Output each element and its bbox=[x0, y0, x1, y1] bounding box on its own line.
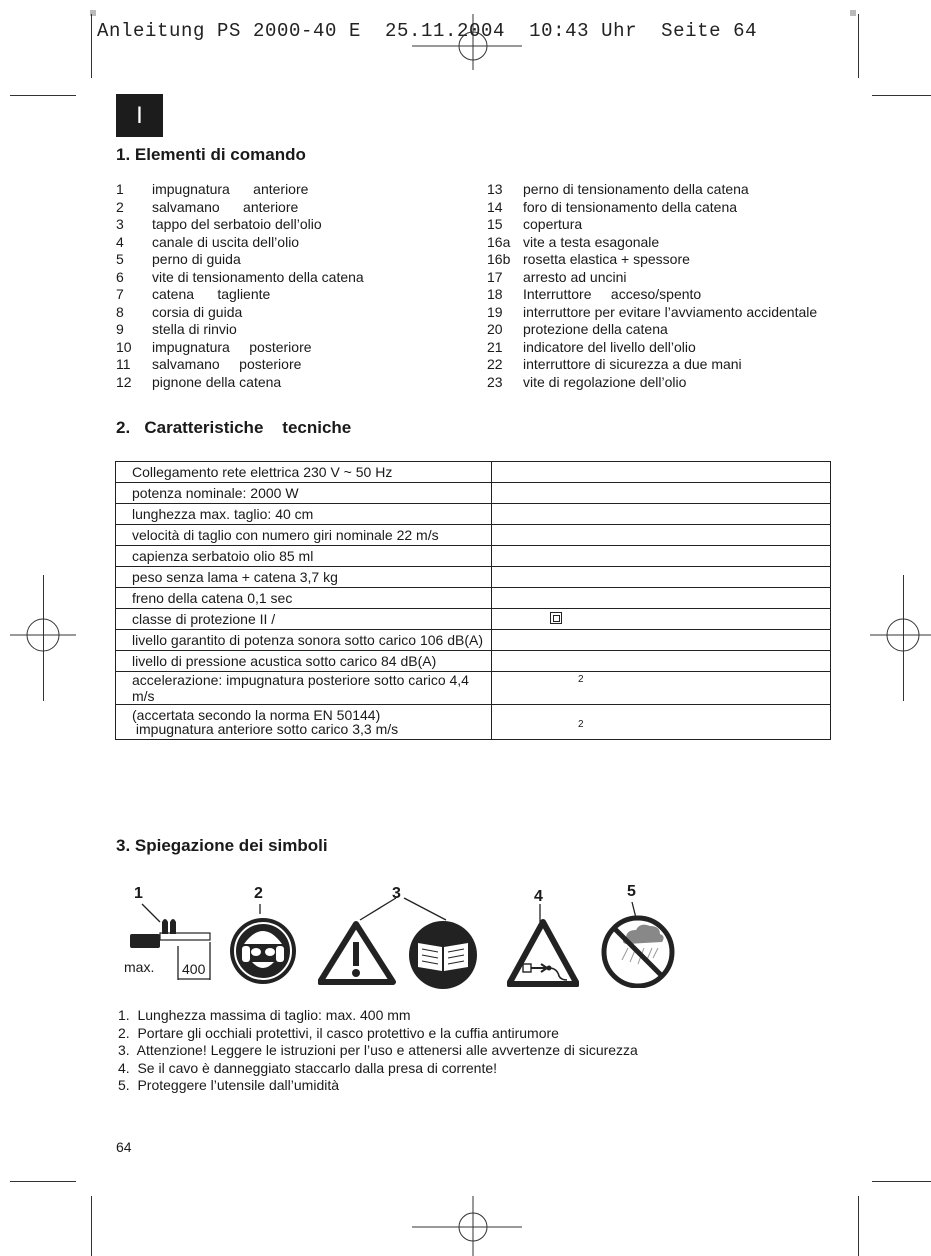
list-item: 14 foro di tensionamento della catena bbox=[487, 198, 738, 215]
table-row bbox=[116, 504, 831, 525]
table-row bbox=[116, 651, 831, 672]
table-row bbox=[116, 525, 831, 546]
spec-value bbox=[492, 504, 831, 525]
unplug-damaged-cable-icon bbox=[507, 904, 579, 988]
table-row bbox=[116, 483, 831, 504]
list-item: 4. Se il cavo è danneggiato staccarlo dalla presa di corrente! bbox=[118, 1059, 498, 1076]
list-item: 13 perno di tensionamento della catena bbox=[487, 181, 749, 197]
list-item: 16a vite a testa esagonale bbox=[487, 233, 660, 250]
crop-mark bbox=[872, 95, 931, 96]
crop-mark bbox=[10, 95, 76, 96]
list-item: 23 vite di regolazione dell’olio bbox=[487, 373, 687, 390]
registration-mark-bottom bbox=[412, 1196, 522, 1256]
list-item: 5. Proteggere l’utensile dall’umidità bbox=[118, 1077, 340, 1093]
list-item: 9 stella di rinvio bbox=[116, 321, 237, 337]
list-item: 2 salvamano anteriore bbox=[116, 198, 299, 215]
spec-label: lunghezza max. taglio: 40 cm bbox=[116, 504, 492, 525]
protective-gear-icon bbox=[230, 904, 300, 986]
spec-label: livello di pressione acustica sotto carico 84 dB(A) bbox=[116, 651, 492, 672]
crop-mark bbox=[91, 1196, 92, 1256]
list-item: 16b rosetta elastica + spessore bbox=[487, 251, 690, 267]
list-item: 19 interruttore per evitare l’avviamento accidentale bbox=[487, 303, 818, 320]
list-item: 10 impugnatura posteriore bbox=[116, 338, 312, 355]
list-item: 3 tappo del serbatoio dell’olio bbox=[116, 216, 322, 232]
symbol-number-4: 4 bbox=[534, 888, 543, 905]
crop-mark bbox=[858, 14, 859, 78]
section3-title: 3. Spiegazione dei simboli bbox=[116, 836, 328, 855]
registration-mark-left bbox=[10, 605, 76, 665]
spec-value bbox=[492, 609, 831, 630]
controls-list-left bbox=[116, 181, 364, 391]
spec-label: freno della catena 0,1 sec bbox=[116, 588, 492, 609]
list-item: 12 pignone della catena bbox=[116, 373, 282, 390]
spec-label: capienza serbatoio olio 85 ml bbox=[116, 546, 492, 567]
list-item: 4 canale di uscita dell’olio bbox=[116, 233, 300, 250]
list-item: 6 vite di tensionamento della catena bbox=[116, 268, 364, 285]
spec-label: Collegamento rete elettrica 230 V ~ 50 Hz bbox=[116, 462, 492, 483]
table-row bbox=[116, 567, 831, 588]
spec-value bbox=[492, 546, 831, 567]
table-row bbox=[116, 630, 831, 651]
language-tab: I bbox=[116, 94, 163, 137]
spec-label: accelerazione: impugnatura posteriore sotto carico 4,4 m/s bbox=[116, 672, 492, 705]
controls-list-right bbox=[487, 181, 817, 391]
spec-label bbox=[116, 705, 492, 740]
symbol1-max-label: max. bbox=[124, 959, 155, 975]
registration-mark-right bbox=[870, 605, 931, 665]
spec-label: livello garantito di potenza sonora sotto carico 106 dB(A) bbox=[116, 630, 492, 651]
crop-mark bbox=[10, 1181, 76, 1182]
list-item: 21 indicatore del livello dell’olio bbox=[487, 338, 696, 355]
spec-value bbox=[492, 588, 831, 609]
technical-specs-table bbox=[115, 461, 831, 740]
crop-mark bbox=[91, 14, 92, 78]
table-row bbox=[116, 609, 831, 630]
list-item: 1. Lunghezza massima di taglio: max. 400 mm bbox=[118, 1007, 411, 1023]
spec-value bbox=[492, 462, 831, 483]
list-item: 18 Interruttore acceso/spento bbox=[487, 286, 702, 302]
spec-value bbox=[492, 567, 831, 588]
list-item: 5 perno di guida bbox=[116, 251, 241, 267]
symbol-explanations bbox=[118, 1007, 638, 1095]
spec-value bbox=[492, 525, 831, 546]
table-row bbox=[116, 705, 831, 740]
spec-value bbox=[492, 705, 831, 740]
table-row bbox=[116, 462, 831, 483]
protection-class-ii-icon bbox=[550, 612, 562, 624]
spec-label-line: (accertata secondo la norma EN 50144) bbox=[132, 707, 381, 723]
spec-label: potenza nominale: 2000 W bbox=[116, 483, 492, 504]
spec-value bbox=[492, 630, 831, 651]
symbol-number-3: 3 bbox=[392, 885, 401, 902]
no-rain-icon bbox=[598, 902, 682, 988]
list-item: 1 impugnatura anteriore bbox=[116, 181, 309, 197]
spec-label: classe di protezione II / bbox=[116, 609, 492, 630]
list-item: 20 protezione della catena bbox=[487, 321, 668, 337]
crop-mark bbox=[858, 1196, 859, 1256]
read-manual-icon bbox=[404, 919, 482, 989]
spec-value bbox=[492, 483, 831, 504]
section1-title: 1. Elementi di comando bbox=[116, 145, 306, 164]
spec-label-line: impugnatura anteriore sotto carico 3,3 m/s bbox=[132, 721, 399, 737]
symbol-number-1: 1 bbox=[134, 885, 143, 902]
table-row bbox=[116, 546, 831, 567]
list-item: 8 corsia di guida bbox=[116, 303, 243, 320]
spec-label: peso senza lama + catena 3,7 kg bbox=[116, 567, 492, 588]
list-item: 3. Attenzione! Leggere le istruzioni per l’uso e attenersi alle avvertenze di sicurezza bbox=[118, 1042, 638, 1058]
list-item: 2. Portare gli occhiali protettivi, il casco protettivo e la cuffia antirumore bbox=[118, 1024, 559, 1041]
symbol1-length-value: 400 bbox=[182, 961, 206, 977]
page-number: 64 bbox=[116, 1139, 132, 1155]
superscript: 2 bbox=[578, 719, 584, 730]
spec-value bbox=[492, 651, 831, 672]
list-item: 22 interruttore di sicurezza a due mani bbox=[487, 356, 742, 372]
spec-value bbox=[492, 672, 831, 705]
print-corner-mark bbox=[850, 10, 856, 16]
list-item: 7 catena tagliente bbox=[116, 286, 271, 302]
list-item: 17 arresto ad uncini bbox=[487, 268, 627, 285]
table-row bbox=[116, 672, 831, 705]
crop-mark bbox=[872, 1181, 931, 1182]
section2-title: 2. Caratteristiche tecniche bbox=[116, 418, 352, 437]
list-item: 11 salvamano posteriore bbox=[116, 356, 302, 372]
list-item: 15 copertura bbox=[487, 216, 583, 232]
table-row bbox=[116, 588, 831, 609]
symbol-number-5: 5 bbox=[627, 883, 636, 900]
symbol-number-2: 2 bbox=[254, 885, 263, 902]
spec-label: velocità di taglio con numero giri nominale 22 m/s bbox=[116, 525, 492, 546]
superscript: 2 bbox=[578, 674, 584, 685]
header-slug: Anleitung PS 2000-40 E 25.11.2004 10:43 Uhr Seite 64 bbox=[97, 20, 758, 42]
